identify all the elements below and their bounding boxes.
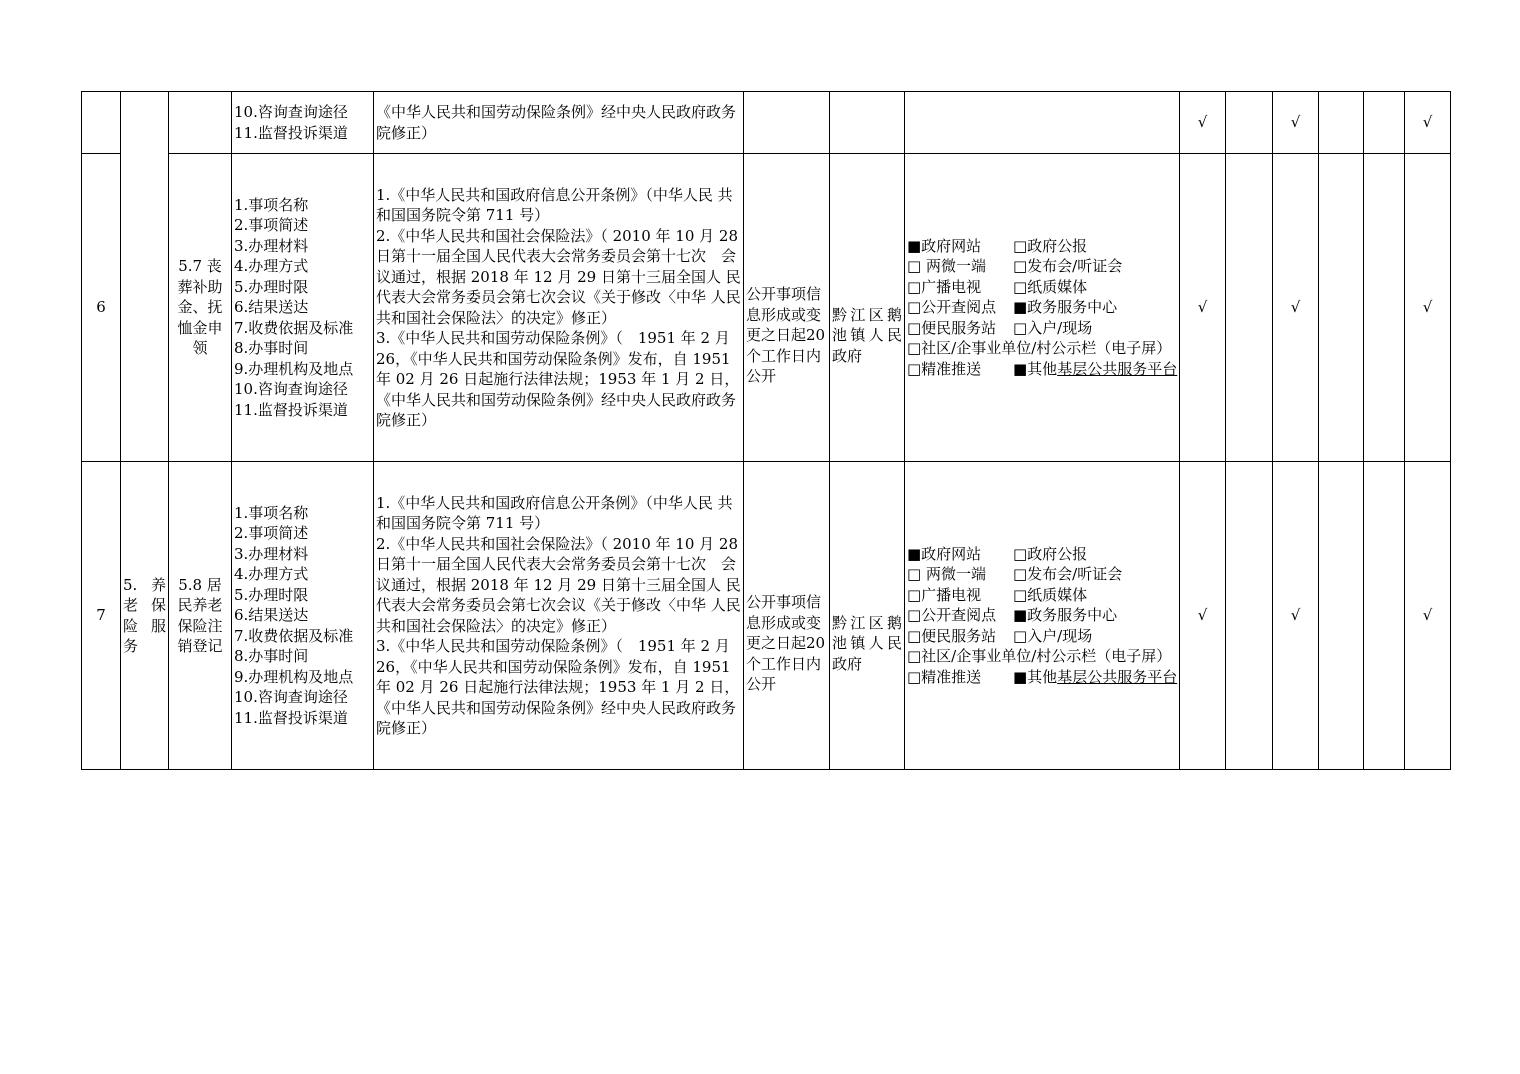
channel-line	[907, 297, 1177, 318]
channel-option: □政府公报	[1013, 544, 1088, 563]
item-name	[169, 92, 232, 154]
content-item: 3.办理材料	[234, 544, 309, 563]
channel-option: □便民服务站	[907, 318, 997, 337]
time-limit: 公开事项信息形成或变更之日起20个工作日内公开	[744, 462, 830, 770]
channel-option: □广播电视	[907, 277, 982, 296]
check-cell: √	[1405, 154, 1451, 462]
row-number: 6	[82, 154, 121, 462]
content-item: 5.办理时限	[234, 277, 309, 296]
legal-basis	[374, 154, 744, 462]
channel-option: □便民服务站	[907, 626, 997, 645]
publish-channels	[905, 154, 1180, 462]
check-cell	[1226, 462, 1273, 770]
check-cell	[1364, 154, 1405, 462]
check-cell	[1319, 92, 1364, 154]
basis-item: 2.《中华人民共和国社会保险法》（ 2010 年 10 月 28 日第十一届全国人民代表大会常务委员会第十七次 会议通过，根据 2018 年 12 月 29 日第十三届全国人 民代表大会常务委员会第七次会议《关于修改〈中华 人民共和国社会保险法〉的决定》修正）	[376, 534, 741, 635]
check-cell	[1226, 92, 1273, 154]
channel-option: ■其他	[1013, 667, 1058, 686]
channel-option: □精准推送	[907, 359, 982, 378]
check-cell	[1226, 154, 1273, 462]
check-cell	[1319, 154, 1364, 462]
content-item: 7.收费依据及标准	[234, 626, 354, 645]
channel-option: □社区/企事业单位/村公示栏（电子屏）	[907, 339, 1172, 358]
channel-option: □广播电视	[907, 585, 982, 604]
channel-line	[907, 585, 1177, 606]
item-name: 5.7 丧葬补助金、抚恤金申领	[169, 154, 232, 462]
channel-option: □公开查阅点	[907, 606, 997, 625]
channel-other-value: 基层公共服务平台	[1057, 667, 1178, 686]
content-item: 10.咨询查询途径	[234, 380, 348, 399]
table-row	[82, 154, 1451, 462]
channel-option: □纸质媒体	[1013, 585, 1088, 604]
content-list	[232, 154, 374, 462]
content-item: 1.事项名称	[234, 503, 309, 522]
channel-option: ■政务服务中心	[1013, 298, 1118, 317]
content-item: 3.办理材料	[234, 236, 309, 255]
content-item: 2.事项简述	[234, 216, 309, 235]
public-subject: 黔江区鹅池镇人民政府	[830, 154, 905, 462]
public-subject: 黔江区鹅池镇人民政府	[830, 462, 905, 770]
channel-option: ■政府网站	[907, 544, 982, 563]
channel-line	[907, 277, 1177, 298]
content-item: 6.结果送达	[234, 606, 309, 625]
channel-line	[907, 359, 1177, 380]
check-cell	[1364, 462, 1405, 770]
check-cell: √	[1405, 462, 1451, 770]
public-subject	[830, 92, 905, 154]
content-item: 5.办理时限	[234, 585, 309, 604]
content-item: 2.事项简述	[234, 524, 309, 543]
content-item: 1.事项名称	[234, 195, 309, 214]
channel-option: ■政务服务中心	[1013, 606, 1118, 625]
check-cell: √	[1405, 92, 1451, 154]
channel-option: □发布会/听证会	[1013, 565, 1123, 584]
basis-item: 《中华人民共和国劳动保险条例》经中央人民政府政务院修正）	[376, 390, 737, 429]
channel-other-value: 基层公共服务平台	[1057, 359, 1178, 378]
content-item: 6.结果送达	[234, 298, 309, 317]
content-list	[232, 462, 374, 770]
basis-item: 《中华人民共和国劳动保险条例》经中央人民政府政务院修正）	[376, 698, 737, 737]
content-item: 10.咨询查询途径	[234, 688, 348, 707]
check-cell: √	[1180, 462, 1226, 770]
legal-basis	[374, 462, 744, 770]
category-cell: 5. 养老保险服务	[121, 462, 169, 770]
channel-option: □社区/企事业单位/村公示栏（电子屏）	[907, 647, 1172, 666]
publish-channels	[905, 92, 1180, 154]
channel-line	[907, 564, 1177, 585]
basis-item: 3.《中华人民共和国劳动保险条例》（ 1951 年 2 月 26，《中华人民共和国劳动保险条例》发布，自 1951 年 02 月 26 日起施行法律法规；1953 年 1 月 2 日，	[376, 637, 740, 696]
check-cell	[1319, 462, 1364, 770]
content-item: 4.办理方式	[234, 257, 309, 276]
channel-option: □ 两微一端	[907, 565, 986, 584]
content-item: 9.办理机构及地点	[234, 667, 354, 686]
channel-option: □公开查阅点	[907, 298, 997, 317]
channel-option: □政府公报	[1013, 236, 1088, 255]
channel-line	[907, 646, 1177, 667]
row-number	[82, 92, 121, 154]
row-number: 7	[82, 462, 121, 770]
check-cell	[1364, 92, 1405, 154]
table-row	[82, 92, 1451, 154]
item-name: 5.8 居民养老保险注销登记	[169, 462, 232, 770]
channel-line	[907, 256, 1177, 277]
content-item: 4.办理方式	[234, 565, 309, 584]
channel-option: ■政府网站	[907, 236, 982, 255]
channel-option: □入户/现场	[1013, 626, 1093, 645]
channel-line	[907, 318, 1177, 339]
time-limit: 公开事项信息形成或变更之日起20个工作日内公开	[744, 154, 830, 462]
basis-item: 2.《中华人民共和国社会保险法》（ 2010 年 10 月 28 日第十一届全国人民代表大会常务委员会第十七次 会议通过，根据 2018 年 12 月 29 日第十三届全国人 民代表大会常务委员会第七次会议《关于修改〈中华 人民共和国社会保险法〉的决定》修正）	[376, 226, 741, 327]
channel-line	[907, 338, 1177, 359]
basis-item: 1.《中华人民共和国政府信息公开条例》（中华人民 共和国国务院令第 711 号）	[376, 185, 733, 224]
channel-line	[907, 626, 1177, 647]
document-table	[81, 91, 1451, 770]
channel-line	[907, 667, 1177, 688]
content-item: 9.办理机构及地点	[234, 359, 354, 378]
table-row	[82, 462, 1451, 770]
content-item: 8.办事时间	[234, 339, 309, 358]
category-cell-blank	[121, 92, 169, 462]
basis-item: 1.《中华人民共和国政府信息公开条例》（中华人民 共和国国务院令第 711 号）	[376, 493, 733, 532]
check-cell: √	[1180, 92, 1226, 154]
channel-line	[907, 605, 1177, 626]
content-item: 10.咨询查询途径	[234, 103, 348, 121]
check-cell: √	[1273, 462, 1319, 770]
check-cell: √	[1180, 154, 1226, 462]
content-item: 11.监督投诉渠道	[234, 400, 348, 419]
content-item: 11.监督投诉渠道	[234, 123, 348, 142]
channel-line	[907, 544, 1177, 565]
channel-option: □纸质媒体	[1013, 277, 1088, 296]
content-item: 8.办事时间	[234, 647, 309, 666]
content-list	[232, 92, 374, 154]
publish-channels	[905, 462, 1180, 770]
time-limit	[744, 92, 830, 154]
table-body	[82, 92, 1451, 770]
channel-option: □入户/现场	[1013, 318, 1093, 337]
channel-option: □精准推送	[907, 667, 982, 686]
content-item: 11.监督投诉渠道	[234, 708, 348, 727]
basis-item: 《中华人民共和国劳动保险条例》经中央人民政府政务院修正）	[376, 103, 737, 142]
content-item: 7.收费依据及标准	[234, 318, 354, 337]
legal-basis	[374, 92, 744, 154]
channel-option: □ 两微一端	[907, 257, 986, 276]
check-cell: √	[1273, 92, 1319, 154]
channel-option: □发布会/听证会	[1013, 257, 1123, 276]
channel-line	[907, 236, 1177, 257]
basis-item: 3.《中华人民共和国劳动保险条例》（ 1951 年 2 月 26，《中华人民共和国劳动保险条例》发布，自 1951 年 02 月 26 日起施行法律法规；1953 年 1 月 2 日，	[376, 329, 740, 388]
channel-option: ■其他	[1013, 359, 1058, 378]
check-cell: √	[1273, 154, 1319, 462]
